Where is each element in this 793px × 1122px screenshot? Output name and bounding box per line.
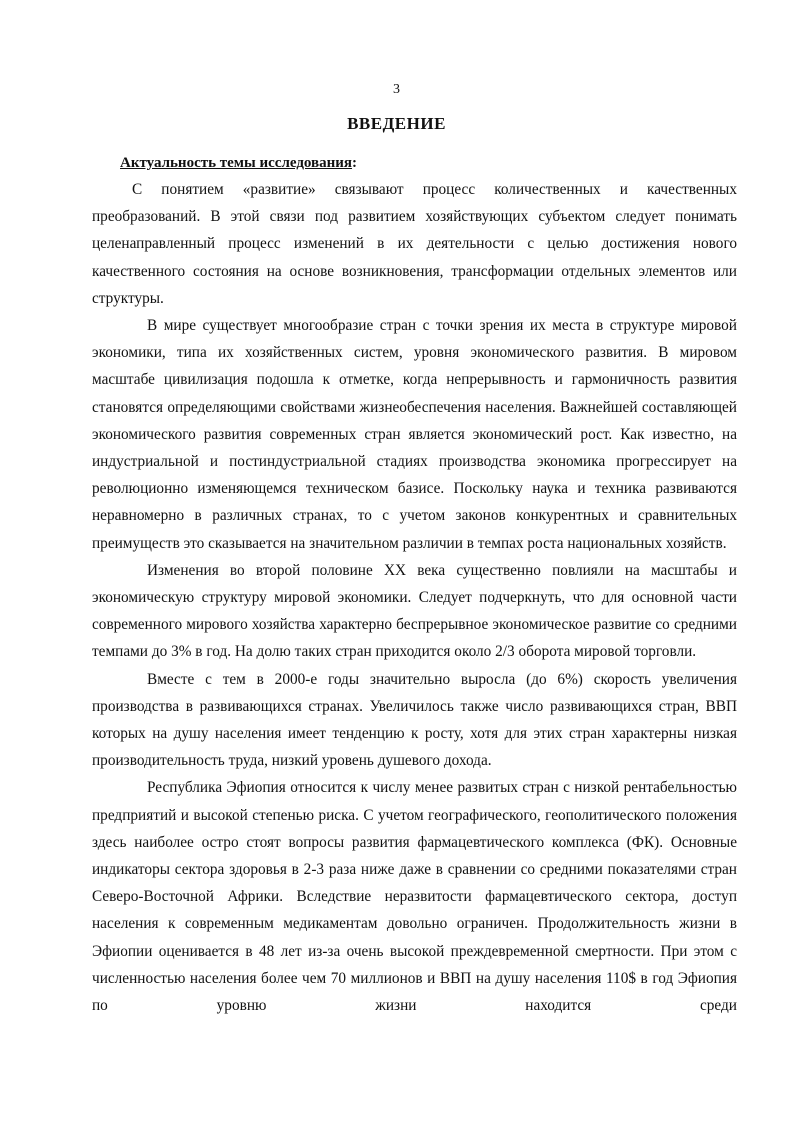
paragraph-1: С понятием «развитие» связывают процесс количественных и качественных преобразований. В этой связи под развитием хозяйствующих субъектом следует понимать целенаправленный процесс изменений в их деятельности с целью достижения нового качественного состояния на основе возникновения, трансформации отдельных элементов или структуры. <box>92 181 737 307</box>
page-number: 3 <box>393 82 400 97</box>
paragraph-4: Вместе с тем в 2000-е годы значительно выросла (до 6%) скорость увеличения производства в развивающихся странах. Увеличилось также число развивающихся стран, ВВП которых на душу населения имеет тенденцию к росту, хотя для этих стран характерны низкая производительность труда, низкий уровень душевого дохода. <box>92 670 737 770</box>
section-heading-label: Актуальность темы исследования <box>120 155 353 171</box>
paragraph-3: Изменения во второй половине XX века существенно повлияли на масштабы и экономическую структуру мировой экономики. Следует подчеркнуть, что для основной части современного мирового хозяйства характерно беспрерывное экономическое развитие со средними темпами до 3% в год. На долю таких стран приходится около 2/3 оборота мировой торговли. <box>92 561 737 661</box>
paragraph-2: В мире существует многообразие стран с точки зрения их места в структуре мировой экономики, типа их хозяйственных систем, уровня экономического развития. В мировом масштабе цивилизация подошла к отметке, когда непрерывность и гармоничность развития становятся определяющими свойствами жизнеобеспечения населения. Важнейшей составляющей экономического развития современных стран является экономический рост. Как известно, на индустриальной и постиндустриальной стадиях производства экономика прогрессирует на революционно изменяющемся техническом базисе. Поскольку наука и техника развиваются неравномерно в различных странах, то с учетом законов конкурентных и сравнительных преимуществ это сказывается на значительном различии в темпах роста национальных хозяйств. <box>92 317 737 552</box>
paragraph-5: Республика Эфиопия относится к числу менее развитых стран с низкой рентабельностью предприятий и высокой степенью риска. С учетом географического, геополитического положения здесь наиболее остро стоят вопросы развития фармацевтического комплекса (ФК). Основные индикаторы сектора здоровья в 2-3 раза ниже даже в сравнении со средними показателями стран Северо-Восточной Африки. Вследствие неразвитости фармацевтического сектора, доступ населения к современным медикаментам довольно ограничен. Продолжительность жизни в Эфиопии оценивается в 48 лет из-за очень высокой преждевременной смертности. При этом с численностью населения более чем 70 миллионов и ВВП на душу населения 110$ в год Эфиопия по уровню жизни находится среди <box>92 779 737 1015</box>
section-heading <box>120 155 357 172</box>
section-heading-colon: : <box>352 155 358 171</box>
page-title: ВВЕДЕНИЕ <box>347 114 446 133</box>
body-text <box>92 176 737 1019</box>
